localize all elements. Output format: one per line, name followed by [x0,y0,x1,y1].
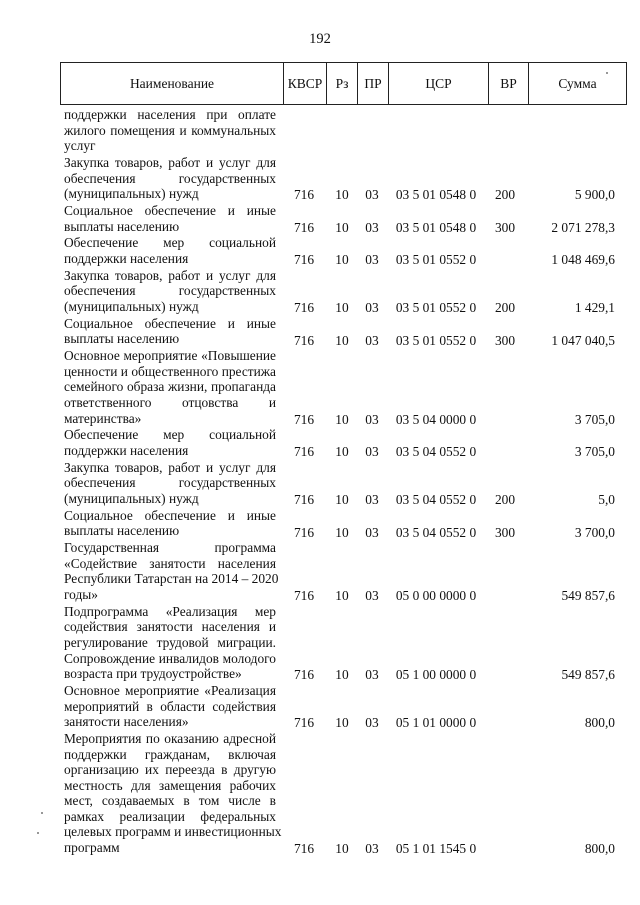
row-name-line: Основное мероприятие «Повышение [64,348,276,364]
cell-csr: 03 5 04 0000 0 [395,411,477,427]
cell-kvsr: 716 [293,524,315,540]
cell-pr: 03 [365,492,379,508]
row-name-line: Закупка товаров, работ и услуг для [64,155,276,170]
table-row [0,508,640,540]
row-name-line: услуг [64,138,96,154]
table-row [0,107,640,155]
row-name-line: семейного образа жизни, пропаганда [64,379,276,395]
cell-sum: 3 705,0 [574,444,615,460]
scan-speck [37,832,39,834]
row-name [64,316,276,347]
cell-kvsr: 716 [293,300,315,316]
cell-pr: 03 [365,411,379,427]
cell-kvsr: 716 [293,715,315,731]
table-row [0,427,640,459]
row-name-line: содействия занятости населения и [64,619,276,635]
cell-csr: 03 5 04 0552 0 [395,524,477,540]
row-name-line: поддержки населения [64,250,189,266]
row-name-line: Мероприятия по оказанию адресной [64,730,276,746]
scan-speck [606,72,608,74]
cell-pr: 03 [365,667,379,683]
cell-rz: 10 [335,332,349,348]
row-name-line: (муниципальных) нужд [64,186,199,202]
cell-kvsr: 716 [293,332,315,348]
table-row [0,604,640,683]
row-name-line: мероприятий в области содействия [64,698,276,714]
cell-pr: 03 [365,252,379,268]
cell-csr: 03 5 01 0548 0 [395,187,477,203]
row-name-line: регулирование трудовой миграции. [64,634,276,650]
header-kvsr: КВСР [284,63,327,105]
row-name-line: ценности и общественного престижа [64,363,276,379]
cell-csr: 05 0 00 0000 0 [395,588,477,604]
cell-csr: 05 1 00 0000 0 [395,667,477,683]
row-name-line: поддержки гражданам, включая [64,746,276,762]
row-name-line: (муниципальных) нужд [64,490,199,506]
cell-rz: 10 [335,667,349,683]
cell-rz: 10 [335,219,349,235]
table-row [0,155,640,203]
row-name-line: Основное мероприятие «Реализация [64,682,276,698]
row-name-line: обеспечения государственных [64,475,276,491]
row-name-line: Закупка товаров, работ и услуг для [64,267,276,283]
row-name-line: целевых программ и инвестиционных [64,824,282,840]
cell-kvsr: 716 [293,667,315,683]
cell-pr: 03 [365,588,379,604]
row-name [64,348,276,426]
header-rz: Рз [327,63,358,105]
row-name [64,683,276,730]
table-row [0,268,640,316]
table-row [0,540,640,604]
row-name [64,107,276,154]
row-name-line: обеспечения государственных [64,170,276,186]
cell-csr: 03 5 01 0552 0 [395,252,477,268]
cell-pr: 03 [365,715,379,731]
row-name [64,268,276,315]
cell-sum: 3 705,0 [574,411,615,427]
cell-vr: 300 [494,524,516,540]
table-body [0,107,640,857]
cell-csr: 05 1 01 1545 0 [395,841,477,857]
cell-pr: 03 [365,300,379,316]
row-name-line: занятости населения» [64,714,189,730]
cell-kvsr: 716 [293,492,315,508]
row-name-line: рамках реализации федеральных [64,808,276,824]
cell-sum: 1 429,1 [574,300,615,316]
cell-rz: 10 [335,524,349,540]
cell-rz: 10 [335,411,349,427]
table-row [0,460,640,508]
cell-pr: 03 [365,444,379,460]
cell-kvsr: 716 [293,588,315,604]
header-sum: Сумма [529,63,627,105]
row-name-line: выплаты населению [64,523,180,539]
row-name-line: Обеспечение мер социальной [64,427,276,443]
cell-csr: 03 5 04 0552 0 [395,492,477,508]
cell-pr: 03 [365,219,379,235]
cell-kvsr: 716 [293,187,315,203]
row-name-line: организацию их переезда в другую [64,762,276,778]
cell-kvsr: 716 [293,444,315,460]
cell-sum: 1 047 040,5 [551,332,615,348]
cell-kvsr: 716 [293,252,315,268]
cell-vr: 200 [494,300,516,316]
row-name-line: Государственная программа [64,540,276,556]
cell-pr: 03 [365,841,379,857]
cell-csr: 03 5 01 0548 0 [395,219,477,235]
row-name-line: выплаты населению [64,218,180,234]
cell-kvsr: 716 [293,411,315,427]
cell-vr: 300 [494,332,516,348]
row-name-line: поддержки населения [64,442,189,458]
cell-csr: 03 5 01 0552 0 [395,332,477,348]
table-row [0,316,640,348]
table-row [0,348,640,427]
cell-rz: 10 [335,300,349,316]
cell-sum: 3 700,0 [574,524,615,540]
cell-sum: 5,0 [598,492,615,508]
row-name [64,540,279,602]
cell-vr: 200 [494,187,516,203]
cell-kvsr: 716 [293,841,315,857]
header-pr: ПР [358,63,389,105]
scan-speck [41,812,43,814]
cell-csr: 03 5 01 0552 0 [395,300,477,316]
row-name [64,155,276,202]
row-name-line: Подпрограмма «Реализация мер [64,603,276,619]
header-vr: ВР [489,63,529,105]
row-name-line: Республики Татарстан на 2014 – 2020 [64,571,279,587]
header-name: Наименование [61,63,284,105]
table-row [0,235,640,267]
cell-vr: 200 [494,492,516,508]
row-name [64,508,276,539]
table-header [60,62,627,105]
row-name-line: материнства» [64,410,142,426]
row-name-line: местность для замещения рабочих [64,777,276,793]
table-row [0,683,640,731]
cell-sum: 2 071 278,3 [551,219,615,235]
row-name-line: Социальное обеспечение и иные [64,507,276,523]
row-name [64,604,276,682]
cell-sum: 800,0 [584,715,615,731]
table-row [0,203,640,235]
cell-rz: 10 [335,715,349,731]
row-name-line: (муниципальных) нужд [64,298,199,314]
cell-sum: 549 857,6 [561,667,615,683]
row-name [64,427,276,458]
cell-csr: 05 1 01 0000 0 [395,715,477,731]
row-name [64,460,276,507]
row-name-line: поддержки населения при оплате [64,107,276,122]
cell-pr: 03 [365,187,379,203]
row-name-line: Обеспечение мер социальной [64,235,276,251]
cell-csr: 03 5 04 0552 0 [395,444,477,460]
row-name-line: ответственного отцовства и [64,394,276,410]
cell-vr: 300 [494,219,516,235]
row-name-line: выплаты населению [64,331,180,347]
cell-rz: 10 [335,252,349,268]
cell-rz: 10 [335,841,349,857]
row-name-line: Социальное обеспечение и иные [64,203,276,218]
row-name-line: обеспечения государственных [64,283,276,299]
cell-rz: 10 [335,588,349,604]
row-name-line: жилого помещения и коммунальных [64,122,276,138]
cell-sum: 5 900,0 [574,187,615,203]
row-name-line: годы» [64,586,98,602]
cell-kvsr: 716 [293,219,315,235]
page-number: 192 [309,31,331,47]
row-name [64,235,276,266]
row-name-line: мест, создаваемых в том числе в [64,793,276,809]
cell-sum: 800,0 [584,841,615,857]
cell-rz: 10 [335,444,349,460]
cell-rz: 10 [335,492,349,508]
table-row [0,731,640,857]
row-name-line: Социальное обеспечение и иные [64,315,276,331]
cell-pr: 03 [365,332,379,348]
row-name-line: возраста при трудоустройстве» [64,666,242,682]
row-name-line: Закупка товаров, работ и услуг для [64,459,276,475]
cell-rz: 10 [335,187,349,203]
cell-sum: 549 857,6 [561,588,615,604]
header-csr: ЦСР [389,63,489,105]
row-name [64,730,282,856]
cell-pr: 03 [365,524,379,540]
row-name-line: программ [64,840,120,856]
row-name-line: «Содействие занятости населения [64,555,276,571]
row-name [64,203,276,234]
row-name-line: Сопровождение инвалидов молодого [64,650,276,666]
cell-sum: 1 048 469,6 [551,252,615,268]
